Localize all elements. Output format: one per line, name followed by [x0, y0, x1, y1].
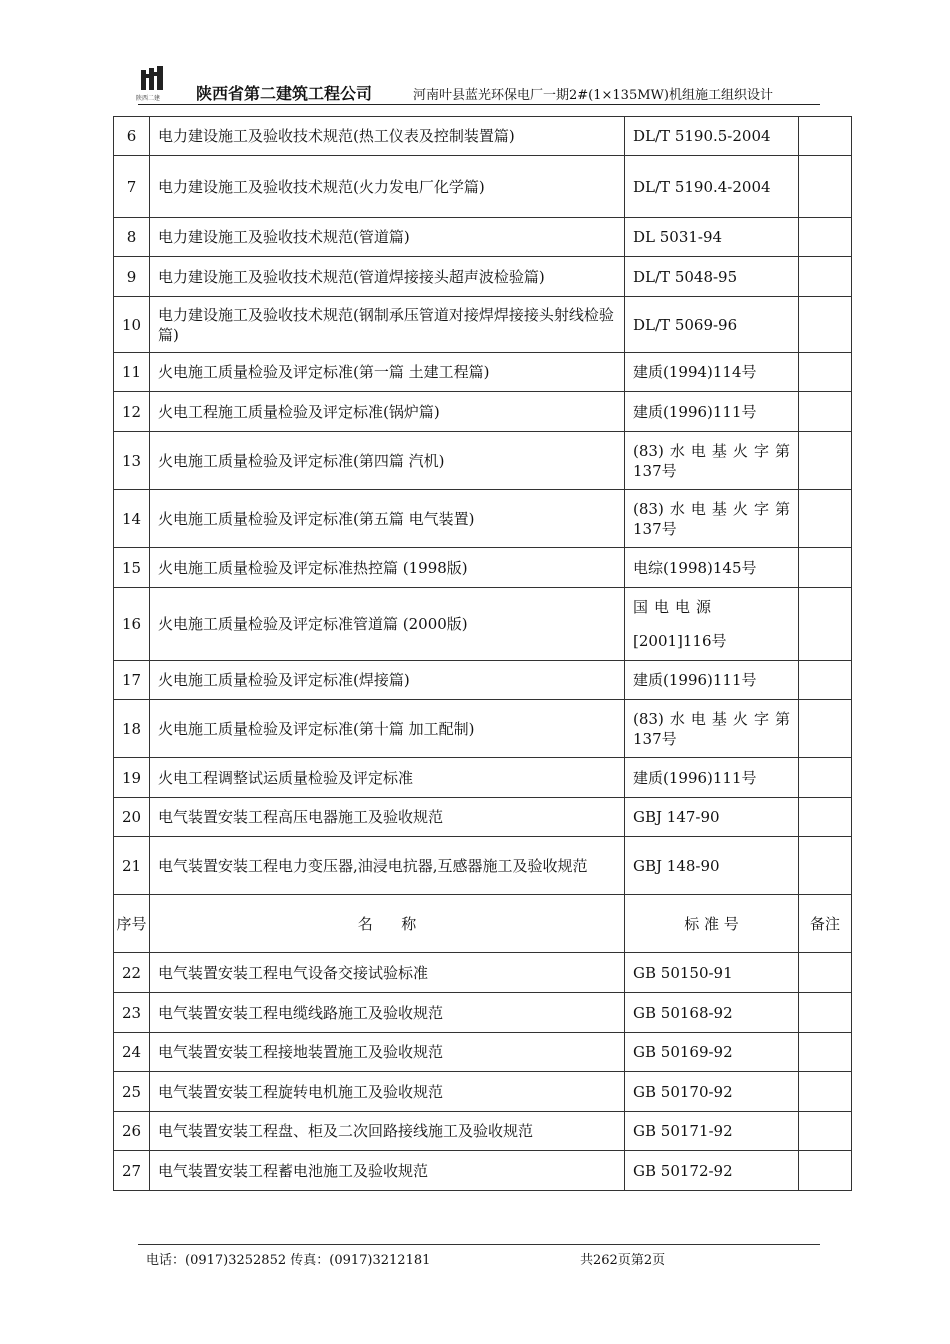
standard-name: 电气装置安装工程盘、柜及二次回路接线施工及验收规范 [150, 1112, 625, 1151]
remark-cell [799, 1112, 852, 1151]
standard-name: 电气装置安装工程电力变压器,油浸电抗器,互感器施工及验收规范 [150, 837, 625, 895]
row-number: 22 [114, 953, 150, 993]
remark-cell [799, 297, 852, 353]
standard-name: 电力建设施工及验收技术规范(热工仪表及控制装置篇) [150, 117, 625, 156]
header-name: 名 称 [150, 895, 625, 953]
table-row [114, 490, 852, 548]
standard-code-line2: 137号 [633, 519, 677, 538]
table-row [114, 257, 852, 297]
row-number: 26 [114, 1112, 150, 1151]
standard-name: 电力建设施工及验收技术规范(钢制承压管道对接焊焊接接头射线检验篇) [150, 297, 625, 353]
row-number: 21 [114, 837, 150, 895]
table-row [114, 392, 852, 432]
standard-code: GB 50170-92 [625, 1072, 799, 1112]
standard-name: 火电施工质量检验及评定标准(焊接篇) [150, 661, 625, 700]
standard-name: 电力建设施工及验收技术规范(火力发电厂化学篇) [150, 156, 625, 218]
standard-name: 火电工程施工质量检验及评定标准(锅炉篇) [150, 392, 625, 432]
standard-name: 火电工程调整试运质量检验及评定标准 [150, 758, 625, 798]
table-row [114, 117, 852, 156]
standard-code: GB 50171-92 [625, 1112, 799, 1151]
logo-caption: 陕西二建 [136, 95, 161, 102]
standard-code: 建质(1996)111号 [625, 661, 799, 700]
table-row [114, 1033, 852, 1072]
header-standard: 标 准 号 [625, 895, 799, 953]
row-number: 19 [114, 758, 150, 798]
standard-name: 火电施工质量检验及评定标准热控篇 (1998版) [150, 548, 625, 588]
row-number: 14 [114, 490, 150, 548]
standards-table [113, 116, 852, 1191]
standard-code: GBJ 148-90 [625, 837, 799, 895]
row-number: 18 [114, 700, 150, 758]
standard-code: GBJ 147-90 [625, 798, 799, 837]
row-number: 27 [114, 1151, 150, 1191]
standard-name: 电气装置安装工程接地装置施工及验收规范 [150, 1033, 625, 1072]
row-number: 10 [114, 297, 150, 353]
remark-cell [799, 837, 852, 895]
table-row [114, 588, 852, 661]
remark-cell [799, 758, 852, 798]
standard-code: 电综(1998)145号 [625, 548, 799, 588]
table-row [114, 953, 852, 993]
standard-code: DL 5031-94 [625, 218, 799, 257]
remark-cell [799, 700, 852, 758]
standard-code-line1: (83)水电基火字第 [633, 499, 790, 518]
table-row [114, 1072, 852, 1112]
remark-cell [799, 993, 852, 1033]
standard-code: DL/T 5048-95 [625, 257, 799, 297]
row-number: 8 [114, 218, 150, 257]
standard-name: 火电施工质量检验及评定标准(第一篇 土建工程篇) [150, 353, 625, 392]
row-number: 7 [114, 156, 150, 218]
standard-name: 火电施工质量检验及评定标准(第四篇 汽机) [150, 432, 625, 490]
remark-cell [799, 392, 852, 432]
standard-name: 电气装置安装工程电气设备交接试验标准 [150, 953, 625, 993]
standard-name: 火电施工质量检验及评定标准管道篇 (2000版) [150, 588, 625, 661]
remark-cell [799, 257, 852, 297]
remark-cell [799, 218, 852, 257]
row-number: 17 [114, 661, 150, 700]
row-number: 6 [114, 117, 150, 156]
standard-code [625, 700, 799, 758]
standard-name: 电力建设施工及验收技术规范(管道焊接接头超声波检验篇) [150, 257, 625, 297]
table-row [114, 1151, 852, 1191]
standard-code: GB 50169-92 [625, 1033, 799, 1072]
table-row [114, 218, 852, 257]
remark-cell [799, 1072, 852, 1112]
standard-code [625, 490, 799, 548]
standard-code: DL/T 5190.4-2004 [625, 156, 799, 218]
row-number: 25 [114, 1072, 150, 1112]
standard-code: DL/T 5069-96 [625, 297, 799, 353]
table-row [114, 432, 852, 490]
remark-cell [799, 548, 852, 588]
row-number: 16 [114, 588, 150, 661]
standard-code: GB 50172-92 [625, 1151, 799, 1191]
page-header [138, 66, 820, 105]
remark-cell [799, 353, 852, 392]
row-number: 9 [114, 257, 150, 297]
project-title: 河南叶县蓝光环保电厂一期2#(1×135MW)机组施工组织设计 [413, 88, 773, 103]
row-number: 13 [114, 432, 150, 490]
remark-cell [799, 588, 852, 661]
standard-code-line1: (83)水电基火字第 [633, 441, 790, 460]
table-row [114, 156, 852, 218]
standard-name: 电力建设施工及验收技术规范(管道篇) [150, 218, 625, 257]
standard-code-line2: 137号 [633, 729, 677, 748]
standard-name: 火电施工质量检验及评定标准(第五篇 电气装置) [150, 490, 625, 548]
table-row [114, 1112, 852, 1151]
standard-code-line2: 137号 [633, 461, 677, 480]
row-number: 23 [114, 993, 150, 1033]
standard-name: 电气装置安装工程电缆线路施工及验收规范 [150, 993, 625, 1033]
table-row [114, 758, 852, 798]
standard-code: 建质(1996)111号 [625, 392, 799, 432]
row-number: 15 [114, 548, 150, 588]
standard-code [625, 432, 799, 490]
standard-code [625, 588, 799, 661]
remark-cell [799, 490, 852, 548]
remark-cell [799, 1033, 852, 1072]
row-number: 12 [114, 392, 150, 432]
remark-cell [799, 117, 852, 156]
standard-name: 火电施工质量检验及评定标准(第十篇 加工配制) [150, 700, 625, 758]
header-number: 序号 [114, 895, 150, 953]
standard-name: 电气装置安装工程高压电器施工及验收规范 [150, 798, 625, 837]
page-number: 共262页第2页 [580, 1253, 666, 1268]
table-row [114, 993, 852, 1033]
remark-cell [799, 953, 852, 993]
remark-cell [799, 661, 852, 700]
remark-cell [799, 1151, 852, 1191]
standard-code-line1: (83)水电基火字第 [633, 709, 790, 728]
remark-cell [799, 798, 852, 837]
contact-info: 电话：(0917)3252852 传真：(0917)3212181 [146, 1253, 431, 1268]
remark-cell [799, 432, 852, 490]
table-header-row [114, 895, 852, 953]
standard-name: 电气装置安装工程旋转电机施工及验收规范 [150, 1072, 625, 1112]
row-number: 11 [114, 353, 150, 392]
standard-code: 建质(1996)111号 [625, 758, 799, 798]
row-number: 20 [114, 798, 150, 837]
remark-cell [799, 156, 852, 218]
standard-code-line1: 国电电源 [633, 598, 718, 616]
table-row [114, 798, 852, 837]
table-row [114, 297, 852, 353]
standard-code-line2: [2001]116号 [633, 632, 727, 650]
table-row [114, 700, 852, 758]
standard-code: DL/T 5190.5-2004 [625, 117, 799, 156]
standard-name: 电气装置安装工程蓄电池施工及验收规范 [150, 1151, 625, 1191]
standard-code: GB 50168-92 [625, 993, 799, 1033]
company-name: 陕西省第二建筑工程公司 [196, 84, 373, 103]
table-row [114, 661, 852, 700]
table-row [114, 837, 852, 895]
row-number: 24 [114, 1033, 150, 1072]
table-row [114, 548, 852, 588]
header-remark: 备注 [799, 895, 852, 953]
standard-code: 建质(1994)114号 [625, 353, 799, 392]
table-row [114, 353, 852, 392]
page-footer [138, 1244, 820, 1268]
standard-code: GB 50150-91 [625, 953, 799, 993]
